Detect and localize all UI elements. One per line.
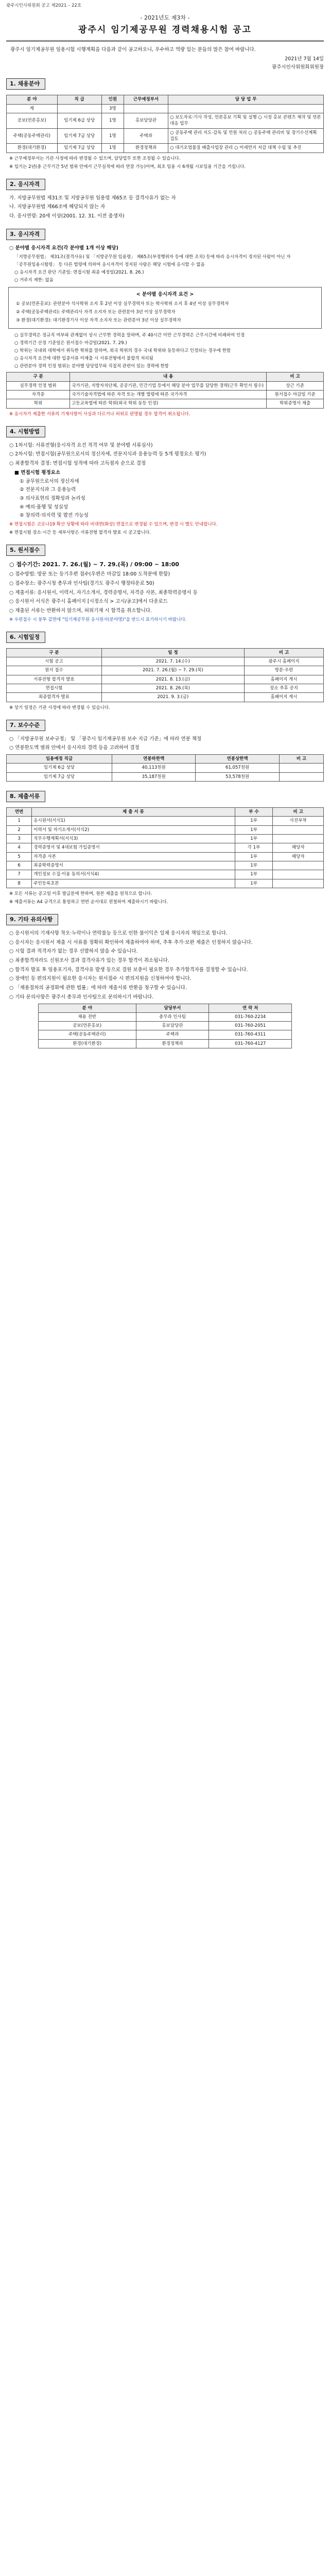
table-row bbox=[7, 684, 324, 692]
table-cell: 임기제 7급 상당 bbox=[57, 144, 101, 152]
table-cell: 7 bbox=[7, 870, 32, 879]
table-row bbox=[7, 675, 324, 684]
section-lead: ○ 분야별 응시자격 요건(각 분야별 1개 이상 해당) bbox=[9, 245, 118, 251]
list-item: ○ 응시원서의 기재사항 착오·누락이나 연락불능 등으로 인한 불이익은 일체 응시자의 책임으로 합니다. bbox=[9, 930, 228, 937]
table-row bbox=[7, 870, 324, 879]
table-cell: 1부 bbox=[235, 817, 273, 825]
list-item: ○ 기타 문의사항은 광주시 총무과 인사팀으로 문의하시기 바랍니다. bbox=[9, 994, 154, 1000]
schedule-table bbox=[6, 648, 324, 702]
paragraph: 「지방공무원법」 제31조(결격사유) 및 「지방공무원 임용령」 제65조(부정행위자 등에 대한 조치) 등에 따라 응시자격이 정지된 사람이 아닌 자 bbox=[14, 254, 291, 260]
table-cell: 국가기술자격법에 따른 자격 또는 개별 법령에 따른 국가자격 bbox=[70, 391, 267, 399]
table-cell bbox=[273, 861, 324, 870]
table-cell: 응시원서(서식1) bbox=[32, 817, 235, 825]
table-cell bbox=[279, 764, 323, 772]
table-row bbox=[7, 852, 324, 861]
table-cell: 53,578천원 bbox=[196, 772, 279, 781]
table-cell: 031-760-2051 bbox=[209, 1022, 292, 1030]
table-cell: 2 bbox=[7, 825, 32, 834]
table-cell: 8 bbox=[7, 879, 32, 888]
announcement-date: 2021년 7월 14일 bbox=[285, 56, 324, 62]
section-9-heading: 9. 기타 유의사항 bbox=[6, 914, 58, 925]
table-cell: 최종합격자 발표 bbox=[7, 693, 102, 702]
table-cell: 1명 bbox=[101, 113, 124, 128]
table-cell: 6 bbox=[7, 861, 32, 870]
list-item: ① 공보(언론홍보): 관련분야 석사학위 소지 후 2년 이상 실무경력자 또는 학사학위 소지 후 4년 이상 실무경력자 bbox=[16, 301, 229, 307]
table-cell: 해당자 bbox=[273, 852, 324, 861]
table-row bbox=[7, 861, 324, 870]
section-5-heading: 5. 원서접수 bbox=[6, 545, 45, 556]
table-cell: 2021. 9. 3.(금) bbox=[101, 693, 244, 702]
paragraph: ○ 거주지 제한: 없음 bbox=[14, 277, 54, 283]
table-header: 직 급 bbox=[57, 95, 101, 104]
qualification-box bbox=[8, 287, 322, 329]
table-cell: ○ 대기오염물질 배출사업장 관리 ○ 미세먼지 저감 대책 수립 및 추진 bbox=[168, 144, 324, 152]
table-row bbox=[7, 825, 324, 834]
announcement-page bbox=[0, 0, 330, 1063]
table-row bbox=[7, 817, 324, 825]
table-cell: 임기제 7급 상당 bbox=[57, 128, 101, 144]
table-cell: 2021. 8. 26.(목) bbox=[101, 684, 244, 692]
table-cell: 환경정책과 bbox=[136, 1039, 209, 1048]
table-cell: 주민등록초본 bbox=[32, 879, 235, 888]
table-cell: 35,187천원 bbox=[112, 772, 195, 781]
table-header: 비 고 bbox=[267, 372, 324, 381]
list-item: ○ 「지방공무원 보수규정」 및 「광주시 임기제공무원 보수 지급 기준」에 따라 연봉 책정 bbox=[9, 736, 202, 742]
table-cell: 1명 bbox=[101, 144, 124, 152]
table-row bbox=[7, 399, 324, 408]
paragraph: 「공무원임용시험령」 등 다른 법령에 의하여 응시자격이 정지된 사람은 해당 시험에 응시할 수 없음 bbox=[14, 262, 205, 267]
application-period: ○ 접수기간: 2021. 7. 26.(월) ~ 7. 29.(목) / 09:00 ~ 18:00 bbox=[9, 561, 179, 568]
table-cell bbox=[124, 104, 168, 113]
table-cell: 국가기관, 지방자치단체, 공공기관, 민간기업 등에서 해당 분야 업무를 담당한 경력(근무 확인서 필수) bbox=[70, 381, 267, 390]
table-header: 부 수 bbox=[235, 808, 273, 817]
table-cell: 실무경력 인정 범위 bbox=[7, 381, 70, 390]
table-row bbox=[7, 113, 324, 128]
table-cell: 031-760-2234 bbox=[209, 1012, 292, 1021]
list-item: ○ 최종합격자라도 신원조사 결과 결격사유가 있는 경우 합격이 취소됩니다. bbox=[9, 958, 169, 964]
table-cell: 3 bbox=[7, 835, 32, 843]
table-header: 연봉상한액 bbox=[196, 755, 279, 764]
title-divider bbox=[6, 40, 324, 42]
table-header: 담당부서 bbox=[136, 1004, 209, 1012]
table-cell: 원서접수 마감일 기준 bbox=[267, 391, 324, 399]
table-cell: 자격증 사본 bbox=[32, 852, 235, 861]
table-cell: 학위 bbox=[7, 399, 70, 408]
list-item: ③ 환경(대기환경): 대기환경기사 이상 자격 소지자 또는 관련분야 3년 이상 실무경력자 bbox=[16, 318, 181, 324]
table-cell: 각 1부 bbox=[235, 843, 273, 852]
table-cell bbox=[168, 104, 324, 113]
section-8-heading: 8. 제출서류 bbox=[6, 791, 45, 802]
table-header: 제 출 서 류 bbox=[32, 808, 235, 817]
section-note: ※ 근무예정부서는 기관 사정에 따라 변경될 수 있으며, 담당업무 또한 조정될 수 있습니다. bbox=[9, 156, 181, 161]
table-header: 근무예정부서 bbox=[124, 95, 168, 104]
table-row bbox=[7, 693, 324, 702]
table-cell: 시험 공고 bbox=[7, 657, 102, 666]
subsection-title: ■ 면접시험 평정요소 bbox=[14, 469, 61, 476]
page-title: 광주시 임기제공무원 경력채용시험 공고 bbox=[78, 25, 252, 36]
table-header: 연봉하한액 bbox=[112, 755, 195, 764]
table-cell: 홍보담당관 bbox=[136, 1022, 209, 1030]
list-item: ○ 제출서류: 응시원서, 이력서, 자기소개서, 경력증명서, 자격증 사본, 최종학력증명서 등 bbox=[9, 589, 198, 596]
table-cell: 광주시 홈페이지 bbox=[245, 657, 324, 666]
table-row bbox=[7, 843, 324, 852]
title-block bbox=[6, 13, 324, 37]
list-item: ○ 「채용절차의 공정화에 관한 법률」에 따라 제출서류 반환을 청구할 수 있습니다. bbox=[9, 985, 187, 991]
table-cell: 1부 bbox=[235, 852, 273, 861]
table-row bbox=[7, 764, 324, 772]
table-cell bbox=[273, 870, 324, 879]
documents-table bbox=[6, 807, 324, 888]
list-item: ○ 관련분야 경력 인정 범위는 분야별 담당업무와 직접적 관련이 있는 경력에 한함 bbox=[14, 364, 169, 369]
list-item: ○ 실무경력은 정규직 여부와 관계없이 상시 근무한 경력을 말하며, 주 40시간 미만 근무경력은 근무시간에 비례하여 인정 bbox=[14, 333, 245, 338]
table-cell: 장소 추후 공지 bbox=[245, 684, 324, 692]
table-cell: 5 bbox=[7, 852, 32, 861]
table-header: 비 고 bbox=[279, 755, 323, 764]
list-item: ② 주택(공동주택관리): 주택관리사 자격 소지자 또는 관련분야 3년 이상 실무경력자 bbox=[16, 310, 176, 315]
section-note: ※ 상기 일정은 기관 사정에 따라 변경될 수 있습니다. bbox=[9, 705, 110, 710]
list-item: ○ 경력기간 산정 기준일은 원서접수 마감일(2021. 7. 29.) bbox=[14, 341, 127, 346]
table-header: 인원 bbox=[101, 95, 124, 104]
table-cell: 환경정책과 bbox=[124, 144, 168, 152]
table-cell: 031-760-4127 bbox=[209, 1039, 292, 1048]
table-row bbox=[7, 128, 324, 144]
table-cell: 홈페이지 게시 bbox=[245, 675, 324, 684]
table-row bbox=[7, 104, 324, 113]
table-cell: 3명 bbox=[101, 104, 124, 113]
table-cell: 경력증명서 및 4대보험 가입증명서 bbox=[32, 843, 235, 852]
table-cell: 최종학력증명서 bbox=[32, 861, 235, 870]
table-cell: 1부 bbox=[235, 835, 273, 843]
table-cell: ○ 공동주택 관리 지도·감독 및 민원 처리 ○ 공동주택 관리비 및 장기수선계획 검토 bbox=[168, 128, 324, 144]
table-header: 구 분 bbox=[7, 648, 102, 657]
table-cell: 고등교육법에 따른 학위(외국 학위 동등 인정) bbox=[70, 399, 267, 408]
table-cell: ○ 보도자료·기사 작성, 언론홍보 기획 및 실행 ○ 시정 홍보 콘텐츠 제작 및 언론 대응 업무 bbox=[168, 113, 324, 128]
table-row bbox=[7, 381, 324, 390]
table-cell: 임기제 6급 상당 bbox=[7, 764, 112, 772]
list-item: ○ 연봉한도액 범위 안에서 응시자의 경력 등을 고려하여 결정 bbox=[9, 745, 140, 751]
list-item: ③ 의사표현의 정확성과 논리성 bbox=[20, 495, 85, 501]
table-cell bbox=[273, 825, 324, 834]
announcement-number: 광주시인사위원회 공고 제2021 – 22호 bbox=[6, 3, 82, 8]
table-cell: 1부 bbox=[235, 825, 273, 834]
list-item: ⑤ 창의력·의지력 및 발전 가능성 bbox=[20, 513, 89, 519]
table-row bbox=[38, 1012, 292, 1021]
recruitment-field-table bbox=[6, 95, 324, 152]
table-cell: 2021. 8. 13.(금) bbox=[101, 675, 244, 684]
table-cell: 이력서 및 자기소개서(서식2) bbox=[32, 825, 235, 834]
table-row bbox=[7, 391, 324, 399]
table-cell: 40,113천원 bbox=[112, 764, 195, 772]
table-cell: 1명 bbox=[101, 128, 124, 144]
table-cell: 임기제 6급 상당 bbox=[57, 113, 101, 128]
section-4-heading: 4. 시험방법 bbox=[6, 426, 45, 437]
table-cell: 주택(공동주택관리) bbox=[7, 128, 58, 144]
table-cell: 2021. 7. 14.(수) bbox=[101, 657, 244, 666]
table-cell bbox=[279, 772, 323, 781]
list-item: 다. 응시연령: 20세 이상(2001. 12. 31. 이전 출생자) bbox=[9, 213, 125, 219]
table-cell: 방문·우편 bbox=[245, 666, 324, 675]
section-note: ※ 제출서류는 A4 규격으로 통일하고 연번 순서대로 편철하여 제출하시기 바랍니다. bbox=[9, 899, 168, 905]
table-cell: 면접시험 bbox=[7, 684, 102, 692]
table-header: 임용예정 직급 bbox=[7, 755, 112, 764]
list-item: 가. 지방공무원법 제31조 및 지방공무원 임용령 제65조 등 결격사유가 없는 자 bbox=[9, 195, 176, 201]
table-row bbox=[38, 1030, 292, 1039]
list-item: ○ 시험 결과 적격자가 없는 경우 선발하지 않을 수 있습니다. bbox=[9, 948, 138, 955]
table-cell: 상근 기준 bbox=[267, 381, 324, 390]
box-title: < 분야별 응시자격 요건 > bbox=[136, 291, 194, 297]
list-item: ○ 응시자는 응시원서 제출 시 서류를 정확히 확인하여 제출하여야 하며, 추후 추가·보완 제출은 인정하지 않습니다. bbox=[9, 939, 253, 945]
section-7-heading: 7. 보수수준 bbox=[6, 720, 45, 731]
list-item: ○ 2차시험: 면접시험(공무원으로서의 정신자세, 전문지식과 응용능력 등 5개 평정요소 평가) bbox=[9, 451, 206, 457]
list-item: ○ 접수방법: 방문 또는 등기우편 접수(우편은 마감일 18:00 도착분에 한함) bbox=[9, 571, 170, 578]
warning-note: ※ 응시자가 제출한 서류의 기재사항이 사실과 다르거나 허위로 판명될 경우 합격이 취소됩니다. bbox=[9, 411, 190, 417]
table-header: 일 정 bbox=[101, 648, 244, 657]
table-cell: 학위증명서 제출 bbox=[267, 399, 324, 408]
section-note: ※ 모든 서류는 공고일 이후 발급분에 한하며, 원본 제출을 원칙으로 합니다. bbox=[9, 891, 152, 896]
table-cell: 홍보담당관 bbox=[124, 113, 168, 128]
table-cell: 개인정보 수집·이용 동의서(서식4) bbox=[32, 870, 235, 879]
table-cell: 환경(대기환경) bbox=[7, 144, 58, 152]
table-header: 분 야 bbox=[38, 1004, 136, 1012]
table-cell: 1부 bbox=[235, 879, 273, 888]
table-header: 담 당 업 무 bbox=[168, 95, 324, 104]
section-note: ※ 면접시험 장소·시간 등 세부사항은 서류전형 합격자 발표 시 공고합니다. bbox=[9, 530, 151, 535]
table-cell: 공보(언론홍보) bbox=[7, 113, 58, 128]
table-cell bbox=[57, 104, 101, 113]
table-header: 비 고 bbox=[245, 648, 324, 657]
issuing-organization: 광주시인사위원회위원장 bbox=[272, 64, 324, 70]
table-cell: 서류전형 합격자 발표 bbox=[7, 675, 102, 684]
paragraph: ○ 응시자격 요건 판단 기준일: 면접시험 최종 예정일(2021. 8. 26.) bbox=[14, 269, 144, 275]
list-item: ○ 1차시험: 서류전형(응시자격 요건 적격 여부 및 분야별 서류심사) bbox=[9, 442, 153, 448]
list-item: 나. 지방공무원법 제66조에 해당되지 않는 자 bbox=[9, 204, 106, 210]
list-item: ○ 제출된 서류는 반환하지 않으며, 허위기재 시 합격을 취소합니다. bbox=[9, 607, 152, 614]
table-row bbox=[7, 772, 324, 781]
table-cell: 총무과 인사팀 bbox=[136, 1012, 209, 1021]
table-cell: 031-760-4311 bbox=[209, 1030, 292, 1039]
section-2-heading: 2. 응시자격 bbox=[6, 179, 45, 190]
table-header: 분 야 bbox=[7, 95, 58, 104]
table-cell: 직무수행계획서(서식3) bbox=[32, 835, 235, 843]
list-item: ○ 합격자 발표 후 임용포기자, 결격사유 발생 등으로 결원 보충이 필요한 경우 추가합격자를 결정할 수 있습니다. bbox=[9, 967, 248, 973]
table-cell: 해당자 bbox=[273, 843, 324, 852]
title-sub: - 2021년도 제3차 - bbox=[140, 14, 190, 22]
table-header: 연번 bbox=[7, 808, 32, 817]
list-item: ○ 장애인 등 편의지원이 필요한 응시자는 원서접수 시 편의지원을 신청하여야 합니다. bbox=[9, 976, 192, 982]
table-header: 구 분 bbox=[7, 372, 70, 381]
table-cell: 1 bbox=[7, 817, 32, 825]
table-cell: 61,057천원 bbox=[196, 764, 279, 772]
warning-note: ※ 우편접수 시 봉투 겉면에 "임기제공무원 응시원서(분야명)"을 반드시 표기하시기 바랍니다. bbox=[9, 617, 187, 622]
table-cell bbox=[273, 835, 324, 843]
list-item: ① 공무원으로서의 정신자세 bbox=[20, 478, 79, 484]
list-item: ○ 학위는 국내외 대학에서 취득한 학위를 말하며, 외국 학위의 경우 국내 학위와 동등하다고 인정되는 경우에 한함 bbox=[14, 348, 231, 354]
table-cell: 1부 bbox=[235, 870, 273, 879]
table-cell: 주택과 bbox=[124, 128, 168, 144]
table-cell: 공보(언론홍보) bbox=[38, 1022, 136, 1030]
section-1-heading: 1. 채용분야 bbox=[6, 78, 45, 90]
list-item: ○ 최종합격자 결정: 면접시험 성적에 따라 고득점자 순으로 결정 bbox=[9, 461, 146, 467]
list-item: ② 전문지식과 그 응용능력 bbox=[20, 487, 76, 493]
table-cell: 홈페이지 게시 bbox=[245, 693, 324, 702]
list-item: ○ 응시자격 요건에 대한 입증서류 미제출 시 서류전형에서 불합격 처리됨 bbox=[14, 356, 153, 362]
table-cell: 채용 전반 bbox=[38, 1012, 136, 1021]
table-row bbox=[7, 144, 324, 152]
section-3-heading: 3. 응시자격 bbox=[6, 229, 45, 240]
warning-note: ※ 면접시험은 코로나19 확산 상황에 따라 비대면(화상) 면접으로 변경될 수 있으며, 변경 시 별도 안내합니다. bbox=[9, 521, 218, 527]
list-item: ○ 응시원서 서식은 광주시 홈페이지 [시정소식 > 고시/공고]에서 다운로드 bbox=[9, 599, 168, 605]
table-cell: 환경(대기환경) bbox=[38, 1039, 136, 1048]
table-header: 연 락 처 bbox=[209, 1004, 292, 1012]
list-item: ④ 예의·품행 및 성실성 bbox=[20, 504, 68, 510]
table-cell: 1부 bbox=[235, 861, 273, 870]
table-cell: 2021. 7. 26.(월) ~ 7. 29.(목) bbox=[101, 666, 244, 675]
table-cell: 주택(공동주택관리) bbox=[38, 1030, 136, 1039]
table-header: 비 고 bbox=[273, 808, 324, 817]
table-row bbox=[38, 1039, 292, 1048]
qualification-table bbox=[6, 372, 324, 408]
table-cell: 원서 접수 bbox=[7, 666, 102, 675]
table-row bbox=[7, 666, 324, 675]
table-cell: 사진부착 bbox=[273, 817, 324, 825]
table-row bbox=[7, 657, 324, 666]
list-item: ○ 접수장소: 광주시청 총무과 인사팀(경기도 광주시 행정타운로 50) bbox=[9, 580, 154, 586]
table-cell: 주택과 bbox=[136, 1030, 209, 1039]
table-cell: 4 bbox=[7, 843, 32, 852]
table-cell bbox=[273, 879, 324, 888]
table-cell: 계 bbox=[7, 104, 58, 113]
table-cell: 임기제 7급 상당 bbox=[7, 772, 112, 781]
intro-text: 광주시 임기제공무원 임용시험 시행계획을 다음과 같이 공고하오니, 우수하고 역량 있는 분들의 많은 참여 바랍니다. bbox=[10, 47, 256, 53]
table-cell: 자격증 bbox=[7, 391, 70, 399]
table-row bbox=[7, 879, 324, 888]
salary-table bbox=[6, 754, 324, 782]
table-row bbox=[7, 835, 324, 843]
table-row bbox=[38, 1022, 292, 1030]
section-6-heading: 6. 시험일정 bbox=[6, 632, 45, 643]
table-header: 내 용 bbox=[70, 372, 267, 381]
contact-table bbox=[38, 1004, 292, 1049]
section-note: ※ 임기는 2년(총 근무기간 5년 범위 안에서 근무실적에 따라 연장 가능)이며, 최초 임용 시 6개월 시보임용 기간을 거칩니다. bbox=[9, 164, 246, 170]
